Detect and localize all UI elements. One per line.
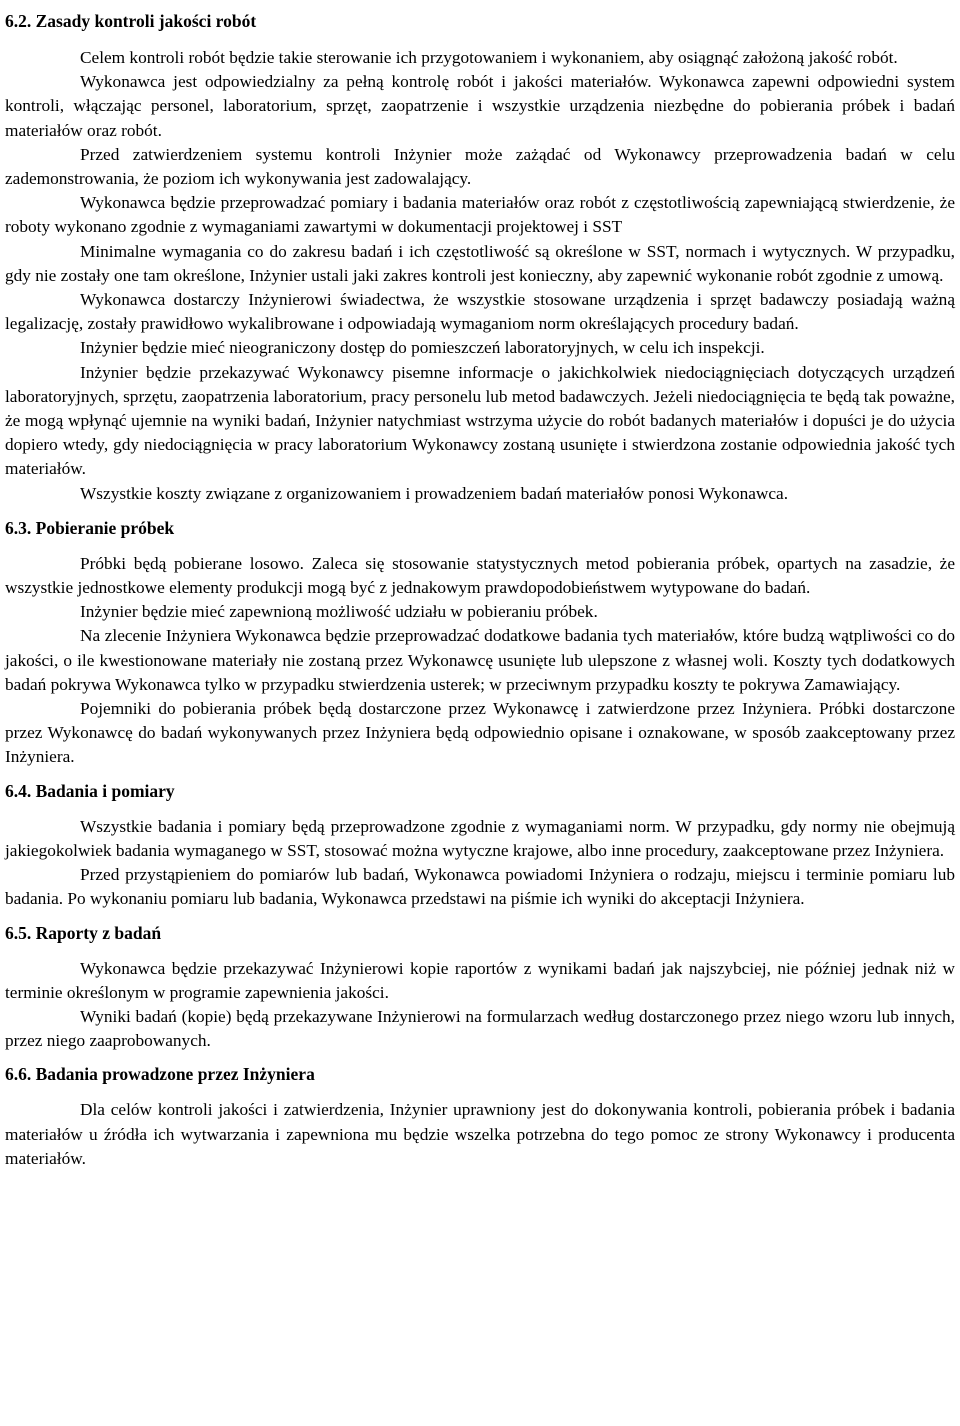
- section-heading: 6.6. Badania prowadzone przez Inżyniera: [5, 1064, 315, 1085]
- section-6-6: [5, 1063, 955, 1171]
- section-6-3: [5, 517, 955, 770]
- paragraph: Przed zatwierdzeniem systemu kontroli Inżynier może zażądać od Wykonawcy przeprowadzenia badań w celu zademonstrowania, że poziom ich wykonywania jest zadowalający.: [5, 144, 955, 189]
- paragraph: Inżynier będzie mieć zapewnioną możliwość udziału w pobieraniu próbek.: [80, 602, 598, 622]
- paragraph: Minimalne wymagania co do zakresu badań i ich częstotliwość są określone w SST, normach i wytycznych. W przypadku, gdy nie zostały one tam określone, Inżynier ustali jaki zakres kontroli jest konieczny, aby zapewnić wykonanie robót zgodnie z umową.: [5, 241, 955, 285]
- paragraph: Inżynier będzie mieć nieograniczony dostęp do pomieszczeń laboratoryjnych, w celu ich inspekcji.: [80, 338, 765, 358]
- section-6-4: [5, 780, 955, 912]
- paragraph: Wykonawca będzie przekazywać Inżynierowi kopie raportów z wynikami badań jak najszybciej, nie później jednak niż w terminie określonym w programie zapewnienia jakości.: [5, 958, 955, 1002]
- paragraph: Wyniki badań (kopie) będą przekazywane Inżynierowi na formularzach według dostarczonego przez niego wzoru lub innych, przez niego zaaprobowanych.: [5, 1006, 955, 1051]
- section-heading: 6.5. Raporty z badań: [5, 922, 162, 943]
- section-heading: 6.2. Zasady kontroli jakości robót: [5, 11, 257, 31]
- paragraph: Inżynier będzie przekazywać Wykonawcy pisemne informacje o jakichkolwiek niedociągnięciach dotyczących urządzeń laboratoryjnych, sprzętu, zaopatrzenia laboratorium, pracy personelu lub metod badawczych. Jeżeli niedociągnięcia te będą tak poważne, że mogą wpłynąć ujemnie na wyniki badań, Inżynier natychmiast wstrzyma użycie do robót badanych materiałów i dopuści je do użycia dopiero wtedy, gdy niedociągnięcia w pracy laboratorium Wykonawcy zostaną usunięte i stwierdzona zostanie odpowiednia jakość tych materiałów.: [5, 362, 955, 479]
- paragraph: Celem kontroli robót będzie takie sterowanie ich przygotowaniem i wykonaniem, aby osiągnąć założoną jakość robót.: [80, 48, 898, 67]
- section-6-2: [5, 10, 955, 506]
- section-heading: 6.3. Pobieranie próbek: [5, 517, 175, 538]
- paragraph: Wykonawca jest odpowiedzialny za pełną kontrolę robót i jakości materiałów. Wykonawca zapewni odpowiedni system kontroli, włączając personel, laboratorium, sprzęt, zaopatrzenie i wszystkie urządzenia niezbędne do pobierania próbek i badań materiałów oraz robót.: [5, 72, 955, 140]
- paragraph: Przed przystąpieniem do pomiarów lub badań, Wykonawca powiadomi Inżyniera o rodzaju, miejscu i terminie pomiaru lub badania. Po wykonaniu pomiaru lub badania, Wykonawca przedstawi na piśmie ich wyniki do akceptacji Inżyniera.: [5, 865, 955, 909]
- paragraph: Wszystkie koszty związane z organizowaniem i prowadzeniem badań materiałów ponosi Wykonawca.: [80, 483, 789, 503]
- paragraph: Próbki będą pobierane losowo. Zaleca się stosowanie statystycznych metod pobierania próbek, opartych na zasadzie, że wszystkie jednostkowe elementy produkcji mogą być z jednakowym prawdopodobieństwem wytypowane do badań.: [5, 553, 955, 598]
- paragraph: Na zlecenie Inżyniera Wykonawca będzie przeprowadzać dodatkowe badania tych materiałów, które budzą wątpliwości co do jakości, o ile kwestionowane materiały nie zostaną przez Wykonawcę usunięte lub ulepszone z własnej woli. Koszty tych dodatkowych badań pokrywa Wykonawca tylko w przypadku stwierdzenia usterek; w przeciwnym przypadku koszty te pokrywa Zamawiający.: [5, 626, 955, 694]
- section-6-5: [5, 922, 955, 1054]
- paragraph: Wykonawca będzie przeprowadzać pomiary i badania materiałów oraz robót z częstotliwością zapewniającą stwierdzenie, że roboty wykonano zgodnie z wymaganiami zawartymi w dokumentacji projektowej i SST: [5, 193, 955, 237]
- paragraph: Wszystkie badania i pomiary będą przeprowadzone zgodnie z wymaganiami norm. W przypadku, gdy normy nie obejmują jakiegokolwiek badania wymaganego w SST, stosować można wytyczne krajowe, albo inne procedury, zaakceptowane przez Inżyniera.: [5, 816, 955, 860]
- paragraph: Pojemniki do pobierania próbek będą dostarczone przez Wykonawcę i zatwierdzone przez Inżyniera. Próbki dostarczone przez Wykonawcę do badań wykonywanych przez Inżyniera będą odpowiednio opisane i oznakowane, w sposób zaakceptowany przez Inżyniera.: [5, 699, 955, 767]
- paragraph: Dla celów kontroli jakości i zatwierdzenia, Inżynier uprawniony jest do dokonywania kontroli, pobierania próbek i badania materiałów u źródła ich wytwarzania i zapewniona mu będzie wszelka potrzebna do tego pomoc ze strony Wykonawcy i producenta materiałów.: [5, 1100, 955, 1168]
- section-heading: 6.4. Badania i pomiary: [5, 780, 175, 801]
- document-page: [0, 10, 960, 1426]
- paragraph: Wykonawca dostarczy Inżynierowi świadectwa, że wszystkie stosowane urządzenia i sprzęt badawczy posiadają ważną legalizację, zostały prawidłowo wykalibrowane i odpowiadają wymaganiom norm określających procedury badań.: [5, 290, 955, 334]
